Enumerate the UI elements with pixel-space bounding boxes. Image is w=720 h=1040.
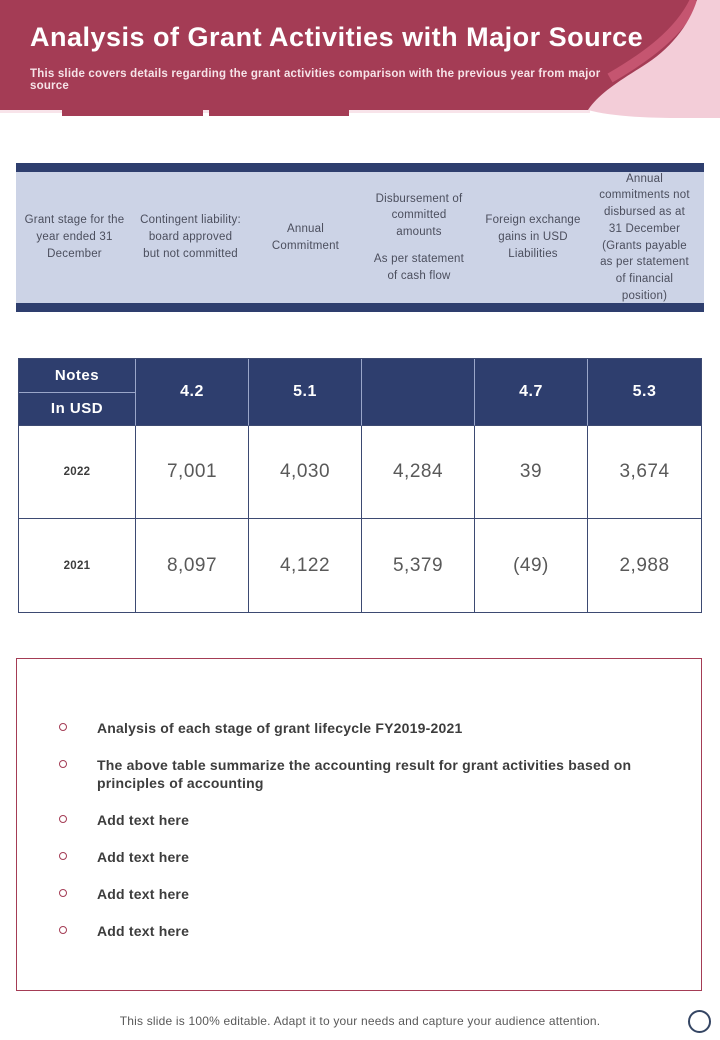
note-header-cell: 4.2 bbox=[136, 359, 249, 426]
circle-icon[interactable] bbox=[688, 1010, 711, 1033]
row-label-cell bbox=[19, 426, 136, 519]
add-text-placeholder[interactable]: Add text here bbox=[97, 923, 190, 939]
list-item[interactable] bbox=[59, 848, 661, 866]
value: 7,001 bbox=[166, 461, 218, 482]
band-col-label: Grant stage for the year ended 31 December bbox=[24, 214, 125, 260]
value: 39 bbox=[519, 461, 543, 482]
list-item bbox=[59, 756, 661, 792]
note-header-cell bbox=[362, 359, 475, 426]
value: 3,674 bbox=[619, 461, 670, 482]
bullet-circle-icon bbox=[59, 926, 67, 934]
bullet-circle-icon bbox=[59, 723, 67, 731]
bullet-list bbox=[17, 659, 701, 940]
bullet-text: Analysis of each stage of grant lifecycle FY2019-2021 bbox=[97, 720, 463, 736]
band-col-annual-commitment bbox=[248, 172, 363, 303]
column-header-band bbox=[16, 163, 704, 312]
note-header-cell: 5.1 bbox=[249, 359, 362, 426]
add-text-placeholder[interactable]: Add text here bbox=[97, 886, 190, 902]
add-text-placeholder[interactable]: Add text here bbox=[97, 812, 190, 828]
corner-in-usd-label: In USD bbox=[50, 400, 104, 418]
value: 4,284 bbox=[392, 461, 444, 482]
table-value-cell bbox=[136, 426, 249, 519]
page-title: Analysis of Grant Activities with Major Source bbox=[30, 22, 644, 52]
band-col-sublabel: As per statement of cash flow bbox=[373, 252, 465, 282]
note-header-cell: 5.3 bbox=[588, 359, 701, 426]
table-value-cell bbox=[475, 426, 588, 519]
band-col-contingent-liability bbox=[133, 172, 248, 303]
list-item[interactable] bbox=[59, 811, 661, 829]
table-value-cell bbox=[362, 426, 475, 519]
header-tab-right bbox=[209, 110, 349, 116]
bullet-circle-icon bbox=[59, 889, 67, 897]
band-col-annual-commitments-not-disbursed bbox=[591, 172, 698, 303]
band-col-grant-stage bbox=[16, 172, 133, 303]
row-label-cell bbox=[19, 519, 136, 612]
corner-notes-label: Notes bbox=[19, 359, 135, 393]
bullet-circle-icon bbox=[59, 815, 67, 823]
value: 4,030 bbox=[279, 461, 331, 482]
header-tab-left bbox=[62, 110, 203, 116]
notes-panel bbox=[16, 658, 702, 991]
band-col-label: Contingent liability: board approved but not committed bbox=[140, 214, 241, 260]
year-label: 2022 bbox=[63, 466, 91, 478]
table-value-cell bbox=[475, 519, 588, 612]
value: 5,379 bbox=[392, 554, 444, 576]
value: 2,988 bbox=[619, 554, 670, 576]
bullet-circle-icon bbox=[59, 760, 67, 768]
header-banner bbox=[0, 0, 720, 120]
band-col-label: Foreign exchange gains in USD Liabilities bbox=[485, 214, 581, 260]
year-label: 2021 bbox=[63, 559, 91, 572]
list-item[interactable] bbox=[59, 885, 661, 903]
editable-note: This slide is 100% editable. Adapt it to your needs and capture your audience attention. bbox=[119, 1014, 601, 1028]
table-value-cell bbox=[136, 519, 249, 612]
table-value-cell bbox=[249, 519, 362, 612]
table-corner-cell bbox=[19, 359, 136, 426]
list-item bbox=[59, 719, 661, 737]
value: 8,097 bbox=[166, 554, 218, 576]
grant-data-table bbox=[18, 358, 702, 613]
note-header-cell: 4.7 bbox=[475, 359, 588, 426]
band-col-label: Annual Commitment bbox=[271, 222, 340, 252]
page-subtitle: This slide covers details regarding the grant activities comparison with the previous year from major source bbox=[30, 68, 601, 92]
band-col-label: Annual commitments not disbursed as at 31 December (Grants payable as per statement of financial position) bbox=[599, 172, 690, 302]
list-item[interactable] bbox=[59, 922, 661, 940]
band-col-disbursement bbox=[363, 172, 475, 303]
table-value-cell bbox=[362, 519, 475, 612]
band-col-foreign-exchange bbox=[475, 172, 591, 303]
bullet-text: The above table summarize the accounting result for grant activities based on principles of accounting bbox=[97, 757, 632, 791]
value: (49) bbox=[513, 554, 549, 576]
value: 4,122 bbox=[279, 554, 331, 576]
bullet-circle-icon bbox=[59, 852, 67, 860]
add-text-placeholder[interactable]: Add text here bbox=[97, 849, 190, 865]
table-value-cell bbox=[249, 426, 362, 519]
table-value-cell bbox=[588, 426, 701, 519]
table-value-cell bbox=[588, 519, 701, 612]
band-col-label: Disbursement of committed amounts bbox=[375, 192, 463, 239]
